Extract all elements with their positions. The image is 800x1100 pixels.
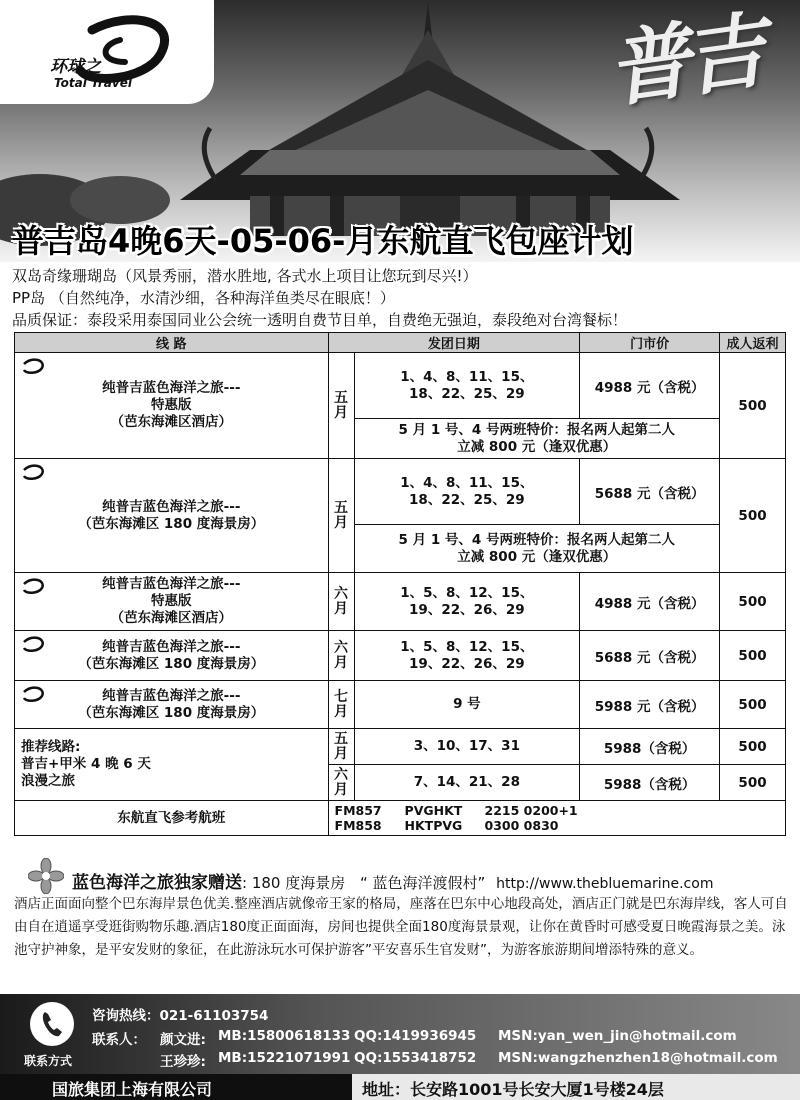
dates-cell: 1、5、8、12、15、 19、22、26、29 <box>354 573 580 631</box>
table-header-row <box>15 333 786 353</box>
rebate-cell: 500 <box>720 631 786 681</box>
hotel-url-link[interactable]: http://www.thebluemarine.com <box>496 876 714 892</box>
table-row <box>15 801 786 836</box>
price-cell: 4988 元（含税） <box>580 353 720 419</box>
contact-name: 王珍珍: <box>160 1054 206 1070</box>
flights-cell <box>328 801 785 836</box>
flower-icon <box>28 858 64 894</box>
brand-logo <box>0 0 214 104</box>
brush-calligraphy: 普吉 <box>602 2 766 120</box>
rebate-cell: 500 <box>720 459 786 573</box>
special-offer-cell: 5 月 1 号、4 号两班特价：报名两人起第二人 立减 800 元（逢双优惠） <box>354 525 720 573</box>
month-cell: 五月 <box>328 459 354 573</box>
flight-item: FM858 HKTPVG 0300 0830 <box>334 818 559 833</box>
price-cell: 5988（含税） <box>580 729 720 765</box>
month-cell: 六月 <box>328 765 354 801</box>
dates-cell: 3、10、17、31 <box>354 729 580 765</box>
mini-logo-icon <box>18 684 48 706</box>
hotel-name: “ 蓝色海洋渡假村” <box>360 874 486 892</box>
phone-icon <box>30 1002 74 1046</box>
contact-mobile: MB:15221071991 <box>218 1050 351 1066</box>
mini-logo-icon <box>18 634 48 656</box>
contact-name: 颜文进: <box>160 1032 206 1048</box>
gift-line <box>72 868 713 893</box>
contact-msn: MSN:yan_wen_jin@hotmail.com <box>498 1028 737 1044</box>
contact-mobile: MB:15800618133 <box>218 1028 351 1044</box>
month-cell: 五月 <box>328 353 354 459</box>
brand-name-cn: 环球之 <box>50 57 101 77</box>
rebate-cell: 500 <box>720 729 786 765</box>
route-cell: 纯普吉蓝色海洋之旅--- （芭东海滩区 180 度海景房） <box>15 631 329 681</box>
route-cell: 纯普吉蓝色海洋之旅--- （芭东海滩区 180 度海景房） <box>15 459 329 573</box>
dates-cell: 1、5、8、12、15、 19、22、26、29 <box>354 631 580 681</box>
dates-cell: 1、4、8、11、15、 18、22、25、29 <box>354 353 580 419</box>
address-box <box>352 1074 800 1100</box>
itinerary-table <box>14 332 786 836</box>
price-cell: 5688 元（含税） <box>580 459 720 525</box>
intro-section <box>12 265 792 331</box>
header-route: 线 路 <box>15 333 329 353</box>
table-row <box>15 631 786 681</box>
dates-cell: 9 号 <box>354 681 580 729</box>
dates-cell: 7、14、21、28 <box>354 765 580 801</box>
gift-heading: 蓝色海洋之旅独家赠送 <box>72 873 242 893</box>
intro-line: PP岛 （自然纯净，水清沙细，各种海洋鱼类尽在眼底！） <box>12 289 395 307</box>
page-title: 普吉岛4晚6天-05-06-月东航直飞包座计划 <box>12 222 634 260</box>
contact-label: 联系方式 <box>24 1054 73 1068</box>
header-banner <box>0 0 800 262</box>
rebate-cell: 500 <box>720 573 786 631</box>
rebate-cell: 500 <box>720 353 786 459</box>
bottom-bar <box>0 1074 800 1100</box>
hotline: 咨询热线：021-61103754 <box>92 1008 269 1024</box>
rebate-cell: 500 <box>720 681 786 729</box>
month-cell: 七月 <box>328 681 354 729</box>
mini-logo-icon <box>18 462 48 484</box>
header-dates: 发团日期 <box>328 333 580 353</box>
rebate-cell: 500 <box>720 765 786 801</box>
hotel-description: 酒店正面面向整个巴东海岸景色优美.整座酒店就像帝王家的格局，座落在巴东中心地段高处，酒店正门就是巴东海岸线，客人可自由自在逍遥享受逛街购物乐趣.酒店180度正面面海，房间也提供全面180度海景景观，让你在黄昏时可感受夏日晚霞海景之美。泳池守护神象，是平安发财的象征，在此游泳玩水可保护游客”平安喜乐生官发财”，为游客旅游期间增添特殊的意义。 <box>14 896 788 958</box>
contacts-label: 联系人： <box>92 1032 146 1048</box>
price-cell: 5988 元（含税） <box>580 681 720 729</box>
month-cell: 六月 <box>328 631 354 681</box>
route-cell: 纯普吉蓝色海洋之旅--- （芭东海滩区 180 度海景房） <box>15 681 329 729</box>
special-offer-cell: 5 月 1 号、4 号两班特价：报名两人起第二人 立减 800 元（逢双优惠） <box>354 419 720 459</box>
route-cell: 纯普吉蓝色海洋之旅--- 特惠版 （芭东海滩区酒店） <box>15 353 329 459</box>
flights-label: 东航直飞参考航班 <box>15 801 329 836</box>
route-cell: 纯普吉蓝色海洋之旅--- 特惠版 （芭东海滩区酒店） <box>15 573 329 631</box>
dates-cell: 1、4、8、11、15、 18、22、25、29 <box>354 459 580 525</box>
contact-msn: MSN:wangzhenzhen18@hotmail.com <box>498 1050 778 1066</box>
footer <box>0 994 800 1100</box>
recommended-route-cell: 推荐线路: 普吉+甲米 4 晚 6 天 浪漫之旅 <box>15 729 329 801</box>
month-cell: 五月 <box>328 729 354 765</box>
brand-name-en: Total Travel <box>54 76 132 90</box>
table-row <box>15 353 786 419</box>
table-row <box>15 681 786 729</box>
mini-logo-icon <box>18 356 48 378</box>
header-rebate: 成人返利 <box>720 333 786 353</box>
gift-offer: : 180 度海景房 <box>242 874 346 892</box>
flight-item: FM857 PVGHKT 2215 0200+1 <box>334 803 578 818</box>
table-row <box>15 729 786 765</box>
header-price: 门市价 <box>580 333 720 353</box>
price-cell: 5688 元（含税） <box>580 631 720 681</box>
company-name: 国旅集团上海有限公司 <box>52 1080 213 1099</box>
mini-logo-icon <box>18 576 48 598</box>
month-cell: 六月 <box>328 573 354 631</box>
intro-line: 品质保证：泰段采用泰国同业公会统一透明自费节目单，自费绝无强迫，泰段绝对台湾餐标！ <box>12 311 628 329</box>
table-row <box>15 459 786 525</box>
price-cell: 4988 元（含税） <box>580 573 720 631</box>
table-row <box>15 573 786 631</box>
address: 地址：长安路1001号长安大厦1号楼24层 <box>362 1080 664 1099</box>
price-cell: 5988（含税） <box>580 765 720 801</box>
contact-qq: QQ:1553418752 <box>354 1050 477 1066</box>
contact-qq: QQ:1419936945 <box>354 1028 477 1044</box>
intro-line: 双岛奇缘珊瑚岛（风景秀丽，潜水胜地, 各式水上项目让您玩到尽兴!） <box>12 267 478 285</box>
